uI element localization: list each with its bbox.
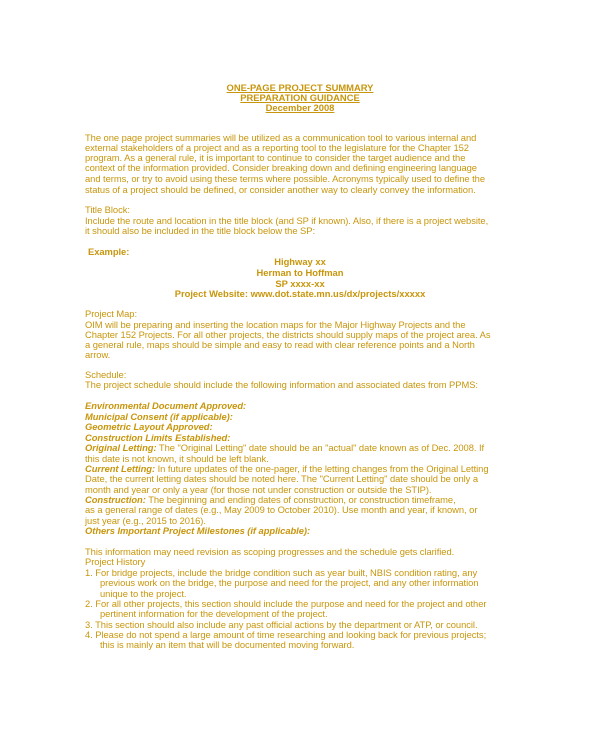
history-item-1: 1. For bridge projects, include the bridge condition such as year built, NBIS condition rating, any xyxy=(85,567,478,578)
original-letting-line: this date is not known, it should be left blank. xyxy=(85,453,269,464)
schedule-intro: The project schedule should include the following information and associated dates from PPMS: xyxy=(85,379,478,390)
example-website: Project Website: www.dot.state.mn.us/dx/projects/xxxxx xyxy=(174,288,426,299)
schedule-item: Municipal Consent (if applicable): xyxy=(85,411,233,422)
example-label: Example: xyxy=(88,246,130,257)
construction-line: just year (e.g., 2015 to 2016). xyxy=(85,515,206,526)
intro-line: The one page project summaries will be utilized as a communication tool to various internal and xyxy=(85,132,477,143)
schedule-item: Construction Limits Established: xyxy=(85,432,231,443)
title-block-heading: Title Block: xyxy=(85,204,130,215)
project-history-heading: Project History xyxy=(85,556,146,567)
history-item-line: unique to the project. xyxy=(100,588,187,599)
intro-line: context of the information provided. Consider breaking down and defining engineering language xyxy=(85,162,477,173)
document-title: ONE-PAGE PROJECT SUMMARY xyxy=(226,82,374,93)
history-item-line: previous work on the bridge, the purpose and need for the project, and any other information xyxy=(100,577,479,588)
original-letting-text: The "Original Letting" date should be an "actual" date known as of Dec. 2008. If xyxy=(156,442,485,453)
schedule-heading: Schedule: xyxy=(85,369,127,380)
history-item-line: this is mainly an item that will be documented moving forward. xyxy=(100,639,355,650)
current-letting-text: In future updates of the one-pager, if the letting changes from the Original Letting xyxy=(155,463,489,474)
history-item-4: 4. Please do not spend a large amount of time researching and looking back for previous projects; xyxy=(85,629,487,640)
current-letting-label: Current Letting: xyxy=(85,463,156,474)
example-line: Herman to Hoffman xyxy=(256,267,344,278)
intro-line: status of a project should be defined, or consider another way to clearly convey the information. xyxy=(85,184,476,195)
original-letting xyxy=(85,443,484,453)
current-letting-line: month and year or only a year (for those not under construction or outside the STIP). xyxy=(85,484,432,495)
current-letting-line: Date, the current letting dates should be noted here. The "Current Letting" date should be only a xyxy=(85,473,479,484)
construction-line: as a general range of dates (e.g., May 2009 to October 2010). Use month and year, if known, or xyxy=(85,504,478,515)
revision-note: This information may need revision as scoping progresses and the schedule gets clarified. xyxy=(85,546,455,557)
example-line: SP xxxx-xx xyxy=(275,278,325,289)
construction-text: The beginning and ending dates of construction, or construction timeframe, xyxy=(145,494,456,505)
project-map-heading: Project Map: xyxy=(85,308,138,319)
intro-line: and terms, or try to avoid using these terms where possible. Acronyms typically used to define the xyxy=(85,173,485,184)
intro-line: program. As a general rule, it is important to continue to consider the target audience and the xyxy=(85,152,466,163)
example-line: Highway xx xyxy=(274,256,326,267)
construction-label: Construction: xyxy=(85,494,146,505)
schedule-item: Environmental Document Approved: xyxy=(85,400,247,411)
history-item-3: 3. This section should also include any past official actions by the department or ATP, or council. xyxy=(85,619,478,630)
project-map-line: arrow. xyxy=(85,349,111,360)
history-item-2: 2. For all other projects, this section should include the purpose and need for the project and other xyxy=(85,598,487,609)
schedule-item: Geometric Layout Approved: xyxy=(85,421,213,432)
milestones-item: Others Important Project Milestones (if applicable): xyxy=(85,525,311,536)
title-block-line: Include the route and location in the title block (and SP if known). Also, if there is a project website, xyxy=(85,215,489,226)
project-map-line: OIM will be preparing and inserting the location maps for the Major Highway Projects and the xyxy=(85,319,466,330)
document-date: December 2008 xyxy=(265,102,335,113)
project-map-line: Chapter 152 Projects. For all other projects, the districts should supply maps of the project area. As xyxy=(85,329,491,340)
project-map-line: a general rule, maps should be simple and easy to read with clear reference points and a North xyxy=(85,339,475,350)
history-item-line: pertinent information for the development of the project. xyxy=(100,608,328,619)
original-letting-label: Original Letting: xyxy=(85,442,157,453)
document-subtitle: PREPARATION GUIDANCE xyxy=(240,92,360,103)
title-block-line: it should also be included in the title block below the SP: xyxy=(85,225,316,236)
intro-line: external stakeholders of a project and as a reporting tool to the legislature for the Chapter 152 xyxy=(85,142,469,153)
